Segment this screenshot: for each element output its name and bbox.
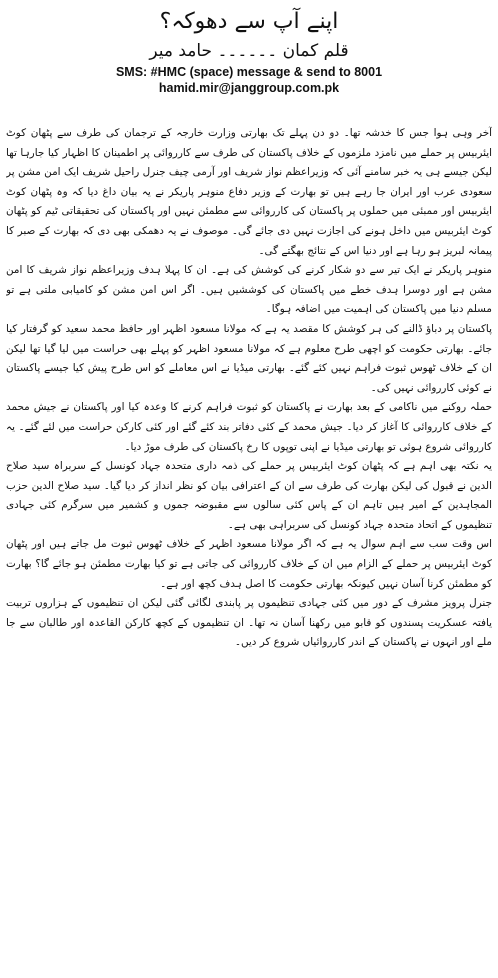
article-paragraph: جنرل پرویز مشرف کے دور میں کئی جہادی تنظیموں پر پابندی لگائی گئی لیکن ان تنظیموں کے ہزاروں تربیت یافتہ عسکریت پسندوں کو قابو میں رکھنا آسان نہ تھا۔ ان تنظیموں کے کچھ کارکن القاعدہ اور طالبان سے جا ملے اور انہوں نے پاکستان کے اندر کارروائیاں شروع کر دیں۔ [6, 597, 492, 649]
article-paragraph: یہ نکتہ بھی اہم ہے کہ پٹھان کوٹ ایئربیس پر حملے کی ذمہ داری متحدہ جہاد کونسل کے سربراہ سید صلاح الدین نے قبول کی لیکن بھارت کی طرف سے ان کے اعترافی بیان کو نظر انداز کر دیا گیا۔ سید صلاح الدین حزب المجاہدین کے امیر ہیں تاہم ان کے پاس کئی سالوں سے مقبوضہ جموں و کشمیر میں سرگرم کئی جہادی تنظیموں کے اتحاد متحدہ جہاد کونسل کی سربراہی بھی ہے۔ [6, 460, 492, 531]
article-paragraph: منوہر پاریکر نے ایک تیر سے دو شکار کرنے کی کوشش کی ہے۔ ان کا پہلا ہدف وزیراعظم نواز شریف کا امن مشن ہے اور دوسرا ہدف خطے میں پاکستان کی کوششیں ہیں۔ اگر اس امن مشن کو کامیابی ملتی ہے تو مسلم دنیا میں پاکستان کی اہمیت میں اضافہ ہوگا۔ [6, 264, 492, 316]
column-header [6, 8, 492, 96]
author-email: hamid.mir@janggroup.com.pk [158, 81, 340, 95]
article-paragraph: آخر وہی ہوا جس کا خدشہ تھا۔ دو دن پہلے تک بھارتی وزارت خارجہ کے ترجمان کی طرف سے پٹھان کوٹ ایئربیس پر حملے میں نامزد ملزموں کے خلاف پاکستان کی طرف سے کارروائی پر اطمینان کا اظہار کیا جارہا تھا لیکن جیسے ہی یہ خبر سامنے آئی کہ وزیراعظم نواز شریف اور آرمی چیف جنرل راحیل شریف ایک امن مشن پر سعودی عرب اور ایران جا رہے ہیں تو بھارت کے وزیر دفاع منوہر پاریکر نے یہ بیان داغ دیا کہ وہ پٹھان کوٹ ایئربیس اور ممبئی میں حملوں پر پاکستان کی کارروائی سے مطمئن نہیں اور پاکستان کی تحقیقاتی ٹیم کو پٹھان کوٹ ایئربیس میں داخل ہونے کی اجازت نہیں دی جائے گی۔ موصوف نے یہ دھمکی بھی دی کہ بھارت کے صبر کا پیمانہ لبریز ہو رہا ہے اور دنیا اس کے نتائج بھگتے گی۔ [6, 127, 492, 257]
column-title: اپنے آپ سے دھوکہ؟ [159, 9, 339, 34]
sms-line: SMS: #HMC (space) message & send to 8001 [115, 65, 383, 79]
column-byline: قلم کمان ۔۔۔۔۔۔ حامد میر [149, 41, 349, 61]
article-paragraph: حملہ روکنے میں ناکامی کے بعد بھارت نے پاکستان کو ثبوت فراہم کرنے کا وعدہ کیا اور پاکستان نے جیش محمد کے خلاف کارروائی کا آغاز کر دیا۔ جیش محمد کے کئی دفاتر بند کئے گئے اور کئی کارکن حراست میں لئے گئے۔ یہ کارروائی شروع ہوئی تو بھارتی میڈیا نے اپنی توپوں کا رخ پاکستان کی طرف موڑ دیا۔ [6, 401, 492, 453]
article-paragraph: پاکستان پر دباؤ ڈالنے کی ہر کوشش کا مقصد یہ ہے کہ مولانا مسعود اظہر اور حافظ محمد سعید کو گرفتار کیا جائے۔ بھارتی حکومت کو اچھی طرح معلوم ہے کہ مولانا مسعود اظہر کو پہلے بھی حراست میں لیا گیا تھا لیکن ان کے خلاف ٹھوس ثبوت فراہم نہیں کئے گئے۔ بھارتی میڈیا نے اس معاملے کو اس طرح پیش کیا جیسے پاکستان نے کوئی کارروائی نہیں کی۔ [6, 322, 492, 394]
article-paragraph: اس وقت سب سے اہم سوال یہ ہے کہ اگر مولانا مسعود اظہر کے خلاف ٹھوس ثبوت مل جاتے ہیں اور پٹھان کوٹ ایئربیس پر حملے کے الزام میں ان کے خلاف کارروائی کی جاتی ہے تو کیا بھارت مطمئن ہو جائے گا؟ بھارت کو مطمئن کرنا آسان نہیں کیونکہ بھارتی حکومت کا اصل ہدف کچھ اور ہے۔ [6, 538, 492, 590]
article-body [6, 124, 492, 974]
